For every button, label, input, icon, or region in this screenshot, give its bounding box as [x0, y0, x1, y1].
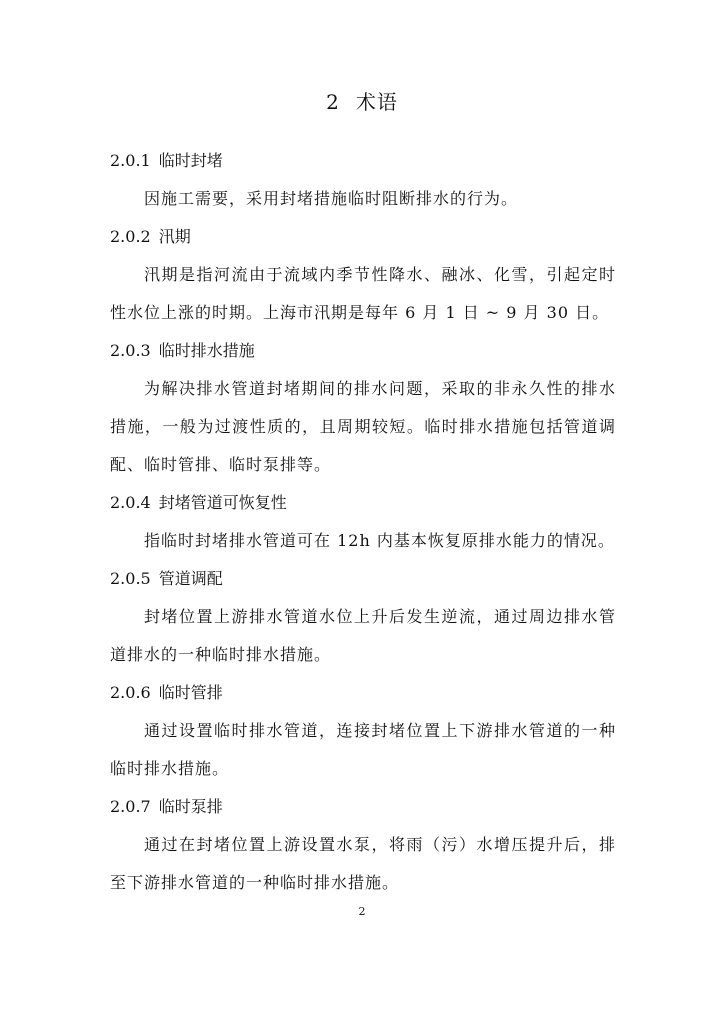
- term-entry: [110, 484, 616, 560]
- term-entry: [110, 674, 616, 788]
- term-number: 2.0.7: [110, 797, 151, 816]
- term-heading: [110, 560, 616, 598]
- term-number: 2.0.6: [110, 683, 151, 702]
- term-heading: [110, 674, 616, 712]
- terms-list: [110, 142, 616, 902]
- term-definition: 因施工需要，采用封堵措施临时阻断排水的行为。: [144, 189, 519, 208]
- term-entry: [110, 218, 616, 332]
- page-number: 2: [358, 905, 366, 918]
- term-heading: [110, 788, 616, 826]
- term-entry: [110, 560, 616, 674]
- term-definition: 为解决排水管道封堵期间的排水问题，采取的非永久性的排水措施，一般为过渡性质的，且周期较短。临时排水措施包括管道调配、临时管排、临时泵排等。: [110, 379, 616, 474]
- term-definition: 封堵位置上游排水管道水位上升后发生逆流，通过周边排水管道排水的一种临时排水措施。: [110, 607, 616, 664]
- term-title: 临时封堵: [158, 151, 223, 170]
- term-definition: 汛期是指河流由于流域内季节性降水、融冰、化雪，引起定时性水位上涨的时期。上海市汛期是每年 6 月 1 日 ~ 9 月 30 日。: [110, 265, 616, 322]
- term-title: 临时泵排: [158, 797, 223, 816]
- chapter-number: 2: [326, 90, 340, 114]
- term-number: 2.0.2: [110, 227, 151, 246]
- term-definition: 通过设置临时排水管道，连接封堵位置上下游排水管道的一种临时排水措施。: [110, 721, 616, 778]
- term-number: 2.0.1: [110, 151, 151, 170]
- term-title: 汛期: [158, 227, 191, 246]
- term-definition: 通过在封堵位置上游设置水泵，将雨（污）水增压提升后，排至下游排水管道的一种临时排水措施。: [110, 835, 616, 892]
- term-number: 2.0.4: [110, 493, 151, 512]
- term-heading: [110, 218, 616, 256]
- term-entry: [110, 142, 616, 218]
- chapter-title-text: 术语: [355, 90, 398, 114]
- term-definition: 指临时封堵排水管道可在 12h 内基本恢复原排水能力的情况。: [144, 531, 615, 550]
- term-entry: [110, 788, 616, 902]
- term-entry: [110, 332, 616, 484]
- term-title: 临时管排: [158, 683, 223, 702]
- term-title: 封堵管道可恢复性: [158, 493, 287, 512]
- term-heading: [110, 484, 616, 522]
- term-number: 2.0.3: [110, 341, 151, 360]
- term-heading: [110, 332, 616, 370]
- term-heading: [110, 142, 616, 180]
- chapter-title: [0, 86, 724, 115]
- term-title: 临时排水措施: [158, 341, 255, 360]
- term-title: 管道调配: [158, 569, 223, 588]
- term-number: 2.0.5: [110, 569, 151, 588]
